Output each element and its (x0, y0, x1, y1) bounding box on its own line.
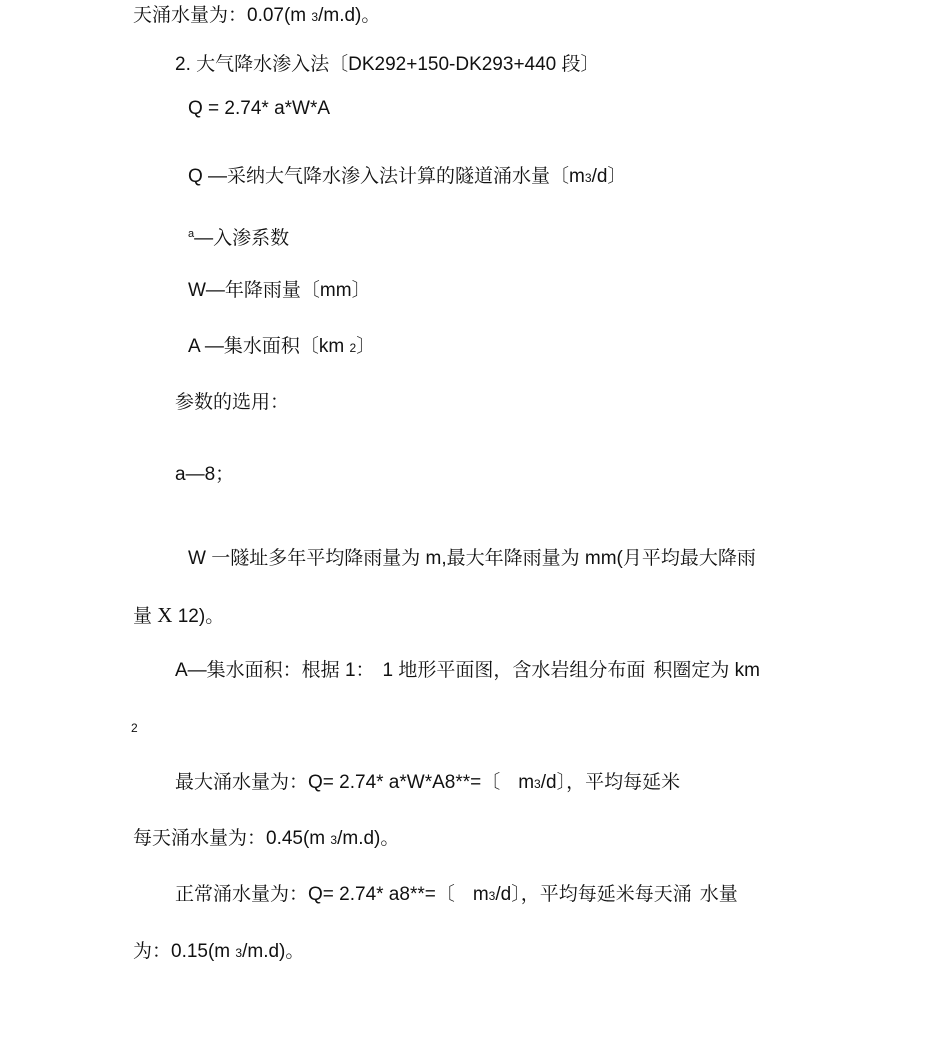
subscript: 3 (488, 889, 496, 903)
text-segment: /m.d)。 (318, 5, 381, 26)
parameter-area-description (175, 659, 760, 683)
parameter-selection-heading: 参数的选用： (175, 392, 290, 413)
subscript: 3 (311, 10, 319, 24)
text-segment: /d〕，平均每延米 (540, 772, 681, 793)
definition-w: W—年降雨量〔mm〕 (188, 280, 371, 301)
normal-inflow-formula (175, 883, 738, 908)
definition-area (188, 335, 375, 360)
max-inflow-formula (175, 771, 680, 796)
subscript: 3 (534, 777, 541, 791)
section-heading-precipitation-method: 2. 大气降水渗入法〔DK292+150-DK293+440 段〕 (175, 54, 600, 75)
text-segment: /m.d)。 (337, 828, 400, 849)
text-segment: Q —采纳大气降水渗入法计算的隧道涌水量〔m (188, 166, 585, 187)
exponent-2: 2 (131, 721, 138, 735)
text-segment: 每天涌水量为：0.45(m (133, 828, 331, 849)
superscript: a (188, 228, 195, 240)
text-segment: 最大涌水量为：Q= 2.74* a*W*A8**=〔 (175, 772, 501, 793)
parameter-a-value: a—8； (175, 464, 235, 485)
text-segment: m (518, 772, 535, 793)
text-segment: /d〕 (591, 166, 627, 187)
subscript: 3 (235, 946, 243, 960)
parameter-w-description: W 一隧址多年平均降雨量为 m,最大年降雨量为 mm(月平均最大降雨 (188, 548, 756, 569)
subscript: 2 (349, 341, 357, 355)
subscript: 3 (330, 833, 338, 847)
text-segment: 12)。 (172, 606, 225, 627)
text-segment: 天涌水量为：0.07(m (133, 5, 312, 26)
text-segment: 1 地形平面图，含水岩组分布面 (382, 660, 646, 681)
definition-a (188, 222, 289, 251)
subscript: 3 (584, 171, 592, 185)
text-segment: A —集水面积〔km (188, 336, 350, 357)
text-segment: 水量 (699, 884, 738, 905)
text-segment: 积圈定为 km (653, 660, 760, 681)
text-segment: —入渗系数 (194, 228, 290, 249)
multiply-sign: X (157, 603, 173, 627)
parameter-w-description-cont (133, 603, 224, 629)
max-inflow-per-meter (133, 827, 399, 852)
normal-inflow-per-meter (133, 940, 304, 965)
text-segment: A—集水面积：根据 1： (175, 660, 375, 681)
formula-q: Q = 2.74* a*W*A (188, 98, 331, 119)
text-segment: /d〕，平均每延米每天涌 (495, 884, 692, 905)
text-segment: 为：0.15(m (133, 941, 236, 962)
text-segment: /m.d)。 (242, 941, 305, 962)
text-segment: 〕 (356, 336, 376, 357)
definition-q (188, 165, 626, 190)
text-segment: 量 (133, 606, 158, 627)
text-segment: 正常涌水量为：Q= 2.74* a8**=〔 (175, 884, 455, 905)
text-line-water-inflow-007 (133, 4, 380, 29)
text-segment: m (472, 884, 489, 905)
